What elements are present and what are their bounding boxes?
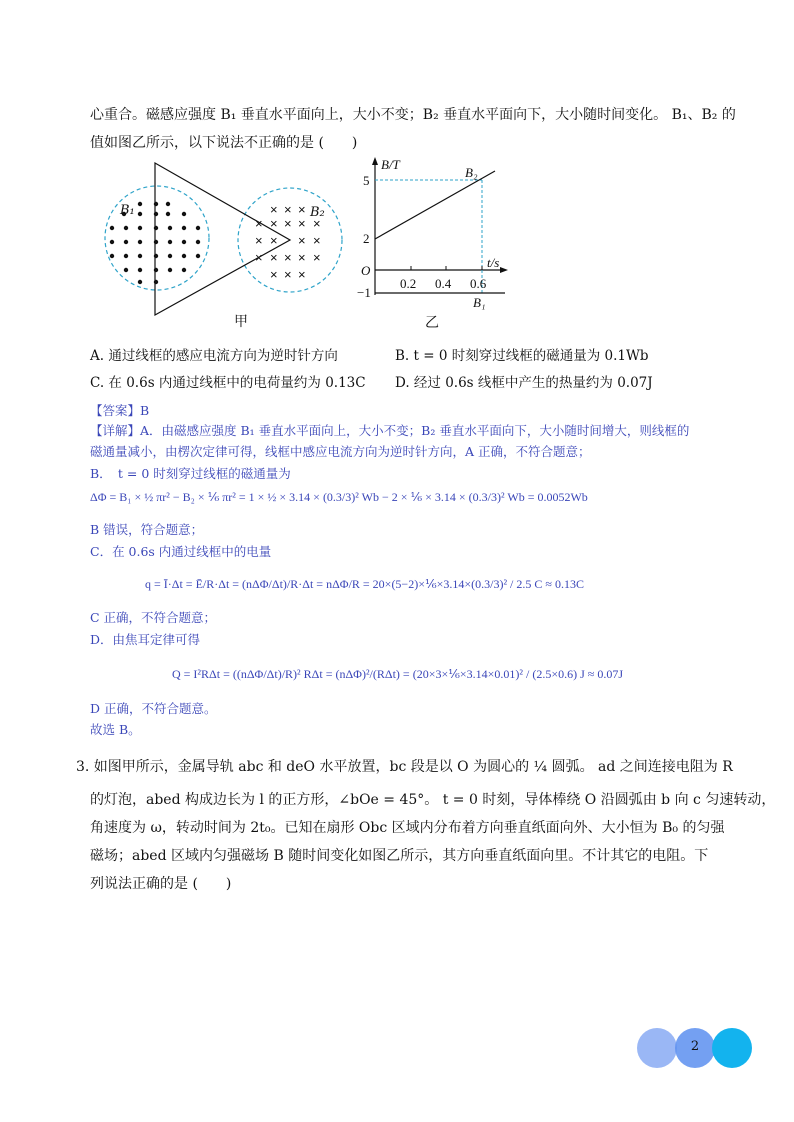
- c-head: C．在 0.6s 内通过线框中的电量: [90, 544, 272, 559]
- b-formula: ΔΦ = B₁ × ½ πr² − B₂ × ⅙ πr² = 1 × ½ × 3.14 × (0.3/3)² Wb − 2 × ⅙ × 3.14 × (0.3/3)² Wb = 0.0052Wb: [90, 490, 588, 504]
- svg-text:×: ×: [298, 267, 306, 282]
- detail-line1: 【详解】A．由磁感应强度 B₁ 垂直水平面向上，大小不变；B₂ 垂直水平面向下，大小随时间增大，则线框的: [90, 423, 690, 438]
- svg-text:×: ×: [284, 216, 292, 231]
- svg-text:×: ×: [298, 250, 306, 265]
- svg-text:×: ×: [313, 233, 321, 248]
- svg-text:×: ×: [298, 202, 306, 217]
- origin-label: O: [361, 263, 371, 278]
- y-axis-label: B/T: [381, 157, 400, 172]
- y-tick-2: 2: [363, 231, 370, 246]
- b2-label: B₂: [310, 205, 325, 220]
- svg-text:×: ×: [255, 233, 263, 248]
- svg-text:×: ×: [284, 202, 292, 217]
- figure-yi: [355, 155, 515, 330]
- option-a: A. 通过线框的感应电流方向为逆时针方向: [90, 348, 338, 364]
- x-axis-label: t/s: [487, 255, 500, 270]
- badge-circle-left: [637, 1028, 677, 1068]
- badge-circle-right: [712, 1028, 752, 1068]
- svg-text:×: ×: [298, 216, 306, 231]
- page-number: 2: [690, 1039, 700, 1054]
- b-end: B 错误，符合题意；: [90, 522, 204, 537]
- svg-text:×: ×: [298, 233, 306, 248]
- c-formula: q = Ī·Δt = Ē/R·Δt = (nΔΦ/Δt)/R·Δt = nΔΦ/R = 20×(5−2)×⅙×3.14×(0.3/3)² / 2.5 C ≈ 0.13C: [145, 577, 584, 591]
- q2-intro-line2: 值如图乙所示，以下说法不正确的是 ( ): [90, 135, 358, 151]
- svg-text:×: ×: [270, 233, 278, 248]
- y-tick-5: 5: [363, 173, 370, 188]
- conclusion: 故选 B。: [90, 722, 141, 737]
- detail-line2: 磁通量减小，由楞次定律可得，线框中感应电流方向为逆时针方向，A 正确，不符合题意；: [90, 444, 591, 459]
- option-d: D. 经过 0.6s 线框中产生的热量约为 0.07J: [395, 375, 653, 391]
- svg-text:×: ×: [284, 267, 292, 282]
- caption-jia: 甲: [234, 314, 248, 330]
- q3-line4: 磁场；abed 区域内匀强磁场 B 随时间变化如图乙所示，其方向垂直纸面向里。不计其它的电阻。下: [90, 848, 709, 864]
- caption-yi: 乙: [425, 316, 439, 330]
- svg-text:×: ×: [284, 250, 292, 265]
- d-end: D 正确，不符合题意。: [90, 701, 217, 716]
- svg-text:×: ×: [270, 267, 278, 282]
- option-b: B. t = 0 时刻穿过线框的磁通量为 0.1Wb: [395, 348, 649, 364]
- b2-line-label: B₂: [465, 165, 478, 180]
- svg-text:×: ×: [255, 250, 263, 265]
- q2-intro-line1: 心重合。磁感应强度 B₁ 垂直水平面向上，大小不变；B₂ 垂直水平面向下，大小随时间变化。 B₁、B₂ 的: [90, 107, 736, 123]
- svg-text:×: ×: [313, 250, 321, 265]
- x-tick-06: 0.6: [470, 276, 487, 291]
- x-tick-02: 0.2: [400, 276, 417, 291]
- svg-text:×: ×: [313, 216, 321, 231]
- b1-label: B₁: [120, 203, 135, 218]
- d-formula: Q = I²RΔt = ((nΔΦ/Δt)/R)² RΔt = (nΔΦ)²/(RΔt) = (20×3×⅙×3.14×0.01)² / (2.5×0.6) J ≈ 0.07J: [172, 667, 624, 681]
- q3-line2: 的灯泡，abed 构成边长为 l 的正方形，∠bOe = 45°。 t = 0 时刻，导体棒绕 O 沿圆弧由 b 向 c 匀速转动，: [90, 792, 776, 808]
- y-tick-neg1: −1: [357, 285, 371, 300]
- svg-text:×: ×: [270, 250, 278, 265]
- q3-line5: 列说法正确的是 ( ): [90, 876, 232, 892]
- b-head: B． t = 0 时刻穿过线框的磁通量为: [90, 466, 291, 481]
- figure-jia: [100, 160, 350, 330]
- x-tick-04: 0.4: [435, 276, 452, 291]
- svg-text:×: ×: [270, 202, 278, 217]
- d-head: D．由焦耳定律可得: [90, 632, 201, 647]
- option-c: C. 在 0.6s 内通过线框中的电荷量约为 0.13C: [90, 375, 366, 391]
- answer-line: 【答案】B: [90, 403, 150, 418]
- svg-text:×: ×: [270, 216, 278, 231]
- svg-text:×: ×: [255, 216, 263, 231]
- c-end: C 正确，不符合题意；: [90, 610, 217, 625]
- q3-line1: 3. 如图甲所示，金属导轨 abc 和 deO 水平放置，bc 段是以 O 为圆心的 ¼ 圆弧。 ad 之间连接电阻为 R: [76, 759, 733, 775]
- q3-line3: 角速度为 ω，转动时间为 2t₀。已知在扇形 Obc 区域内分布着方向垂直纸面向外、大小恒为 B₀ 的匀强: [90, 820, 725, 836]
- page-badge: [637, 1028, 752, 1068]
- b1-line-label: B₁: [473, 295, 486, 310]
